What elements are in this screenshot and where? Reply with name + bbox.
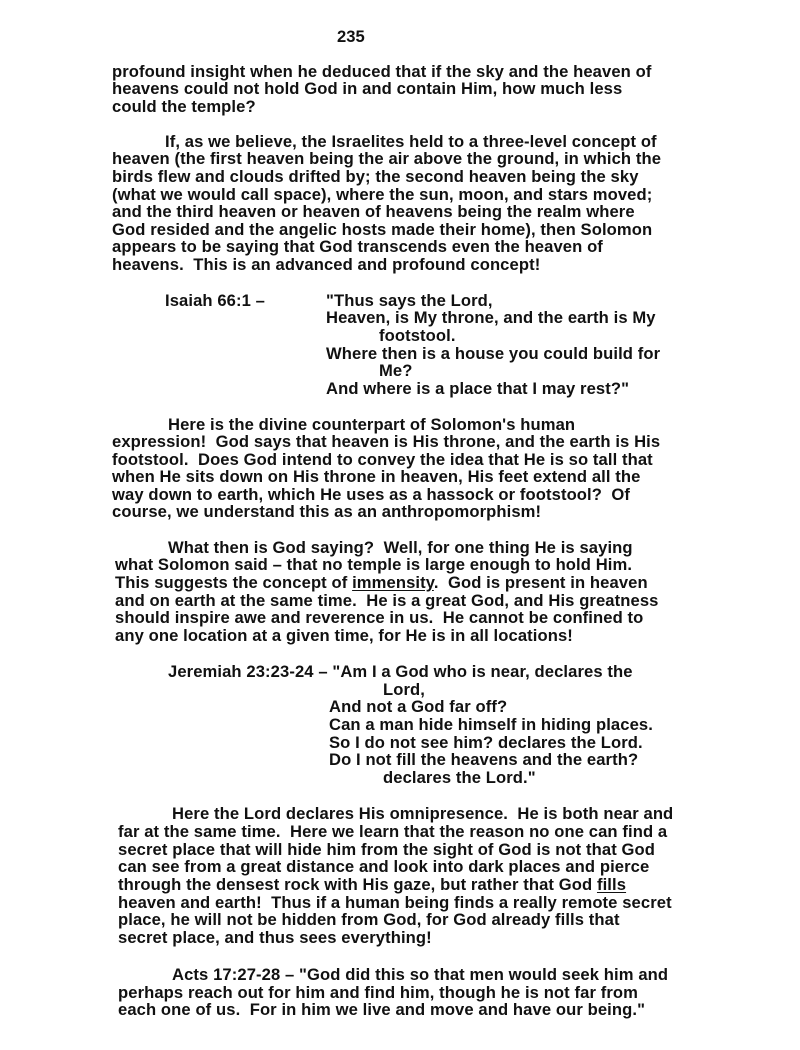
scripture-reference: Isaiah 66:1 – <box>165 291 266 310</box>
text-line: God resided and the angelic hosts made their home), then Solomon <box>112 220 653 239</box>
page-number: 235 <box>337 27 365 46</box>
text-line: expression! God says that heaven is His throne, and the earth is His <box>112 432 661 451</box>
text-line: Acts 17:27-28 – "God did this so that men would seek him and <box>172 965 669 984</box>
text-line: heavens. This is an advanced and profound concept! <box>112 255 541 274</box>
text-line: each one of us. For in him we live and move and have our being." <box>118 1000 646 1019</box>
text-line: (what we would call space), where the sun, moon, and stars moved; <box>112 185 653 204</box>
quote-line: footstool. <box>379 326 456 345</box>
text-line: could the temple? <box>112 97 256 116</box>
quote-line: And not a God far off? <box>329 697 508 716</box>
underlined-term: fills <box>596 875 627 894</box>
text-line: This suggests the concept of immensity. God is present in heaven <box>115 573 648 592</box>
text-line: course, we understand this as an anthropomorphism! <box>112 502 542 521</box>
text-line: when He sits down on His throne in heaven, His feet extend all the <box>112 467 641 486</box>
text-line: secret place, and thus sees everything! <box>118 928 432 947</box>
underlined-term: immensity <box>352 573 434 592</box>
text-line: secret place that will hide him from the sight of God is not that God <box>118 840 656 859</box>
quote-line: So I do not see him? declares the Lord. <box>329 733 643 752</box>
quote-line: "Thus says the Lord, <box>326 291 493 310</box>
quote-line: Do I not fill the heavens and the earth? <box>329 750 639 769</box>
text-line: Here is the divine counterpart of Solomon's human <box>168 415 576 434</box>
quote-line: Me? <box>379 361 413 380</box>
quote-line: And where is a place that I may rest?" <box>326 379 630 398</box>
text-line: any one location at a given time, for He is in all locations! <box>115 626 573 645</box>
text-line: birds flew and clouds drifted by; the second heaven being the sky <box>112 167 639 186</box>
quote-line: Where then is a house you could build for <box>326 344 661 363</box>
quote-line: Lord, <box>383 680 425 699</box>
text-line: appears to be saying that God transcends even the heaven of <box>112 237 603 256</box>
scripture-reference: Jeremiah 23:23-24 – "Am I a God who is near, declares the <box>168 662 633 681</box>
text-line: heavens could not hold God in and contain Him, how much less <box>112 79 623 98</box>
text-line: What then is God saying? Well, for one thing He is saying <box>168 538 633 557</box>
text-line: place, he will not be hidden from God, for God already fills that <box>118 910 620 929</box>
text-line: Here the Lord declares His omnipresence. He is both near and <box>172 804 674 823</box>
quote-line: declares the Lord." <box>383 768 536 787</box>
text-line: and on earth at the same time. He is a great God, and His greatness <box>115 591 659 610</box>
text-line: far at the same time. Here we learn that the reason no one can find a <box>118 822 668 841</box>
text-line: footstool. Does God intend to convey the idea that He is so tall that <box>112 450 653 469</box>
text-line: can see from a great distance and look into dark places and pierce <box>118 857 650 876</box>
text-line: perhaps reach out for him and find him, though he is not far from <box>118 983 638 1002</box>
text-line: what Solomon said – that no temple is large enough to hold Him. <box>115 555 633 574</box>
text-line: If, as we believe, the Israelites held to a three-level concept of <box>165 132 657 151</box>
text-line: and the third heaven or heaven of heavens being the realm where <box>112 202 635 221</box>
text-line: through the densest rock with His gaze, but rather that God fills <box>118 875 627 894</box>
quote-line: Can a man hide himself in hiding places. <box>329 715 653 734</box>
text-line: way down to earth, which He uses as a hassock or footstool? Of <box>112 485 631 504</box>
quote-line: Heaven, is My throne, and the earth is My <box>326 308 656 327</box>
text-line: heaven and earth! Thus if a human being finds a really remote secret <box>118 893 672 912</box>
text-line: heaven (the first heaven being the air above the ground, in which the <box>112 149 662 168</box>
text-line: should inspire awe and reverence in us. He cannot be confined to <box>115 608 644 627</box>
text-line: profound insight when he deduced that if the sky and the heaven of <box>112 62 652 81</box>
